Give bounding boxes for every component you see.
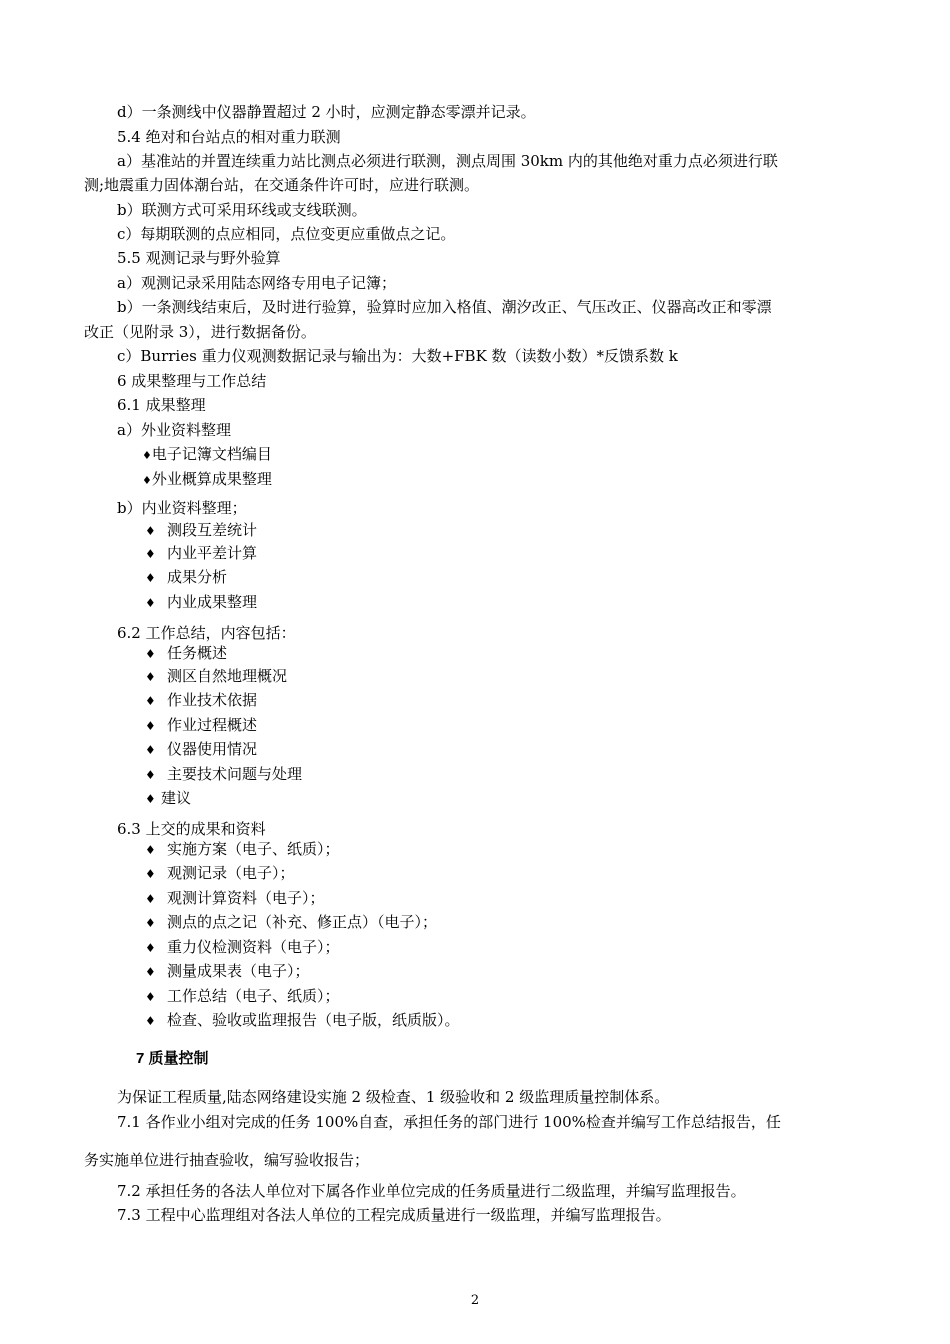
list-item: ♦ 任务概述: [145, 644, 228, 662]
diamond-bullet-icon: ♦: [142, 474, 152, 487]
list-item: ♦ 测量成果表（电子）；: [145, 962, 310, 980]
section-heading: 6.1 成果整理: [117, 396, 206, 414]
text-line: 为保证工程质量,陆态网络建设实施 2 级检查、1 级验收和 2 级监理质量控制体系。: [117, 1088, 670, 1106]
section-heading: 6 成果整理与工作总结: [117, 372, 267, 390]
diamond-bullet-icon: ♦: [145, 1014, 156, 1028]
text-line: 务实施单位进行抽查验收，编写验收报告；: [84, 1151, 370, 1169]
text-line: b）内业资料整理；: [117, 499, 247, 517]
text-line: 7.3 工程中心监理组对各法人单位的工程完成质量进行一级监理，并编写监理报告。: [117, 1206, 671, 1224]
text-line: a）外业资料整理: [117, 421, 231, 439]
list-item: ♦ 观测计算资料（电子）；: [145, 889, 325, 907]
list-item: ♦ 建议: [145, 789, 192, 807]
diamond-bullet-icon: ♦: [145, 719, 156, 733]
list-item: ♦ 成果分析: [145, 568, 228, 586]
text-line: 测;地震重力固体潮台站，在交通条件许可时，应进行联测。: [84, 176, 480, 194]
list-item: ♦ 测区自然地理概况: [145, 667, 288, 685]
diamond-bullet-icon: ♦: [145, 941, 156, 955]
section-heading: 5.4 绝对和台站点的相对重力联测: [117, 128, 341, 146]
list-item: ♦ 作业过程概述: [145, 716, 258, 734]
list-item: ♦ 重力仪检测资料（电子）；: [145, 938, 340, 956]
list-item: ♦ 测段互差统计: [145, 521, 258, 539]
text-line: 7.1 各作业小组对完成的任务 100%自查，承担任务的部门进行 100%检查并编写工作总结报告，任: [117, 1113, 781, 1131]
diamond-bullet-icon: ♦: [145, 670, 156, 684]
diamond-bullet-icon: ♦: [145, 990, 156, 1004]
diamond-bullet-icon: ♦: [145, 647, 156, 661]
diamond-bullet-icon: ♦: [145, 596, 156, 610]
diamond-bullet-icon: ♦: [145, 743, 156, 757]
text-line: c）Burries 重力仪观测数据记录与输出为：大数+FBK 数（读数小数）*反馈系数 k: [117, 347, 678, 365]
list-item: ♦ 内业成果整理: [145, 593, 258, 611]
diamond-bullet-icon: ♦: [145, 547, 156, 561]
section-heading: 5.5 观测记录与野外验算: [117, 249, 281, 267]
text-line: d）一条测线中仪器静置超过 2 小时，应测定静态零漂并记录。: [117, 103, 536, 121]
section-heading: 7 质量控制: [136, 1050, 209, 1067]
list-item: ♦ 实施方案（电子、纸质）；: [145, 840, 340, 858]
text-line: a）基准站的并置连续重力站比测点必须进行联测，测点周围 30km 内的其他绝对重力点必须进行联: [117, 152, 778, 170]
list-item: ♦电子记簿文档编目: [142, 445, 272, 463]
diamond-bullet-icon: ♦: [145, 892, 156, 906]
text-line: a）观测记录采用陆态网络专用电子记簿；: [117, 274, 396, 292]
diamond-bullet-icon: ♦: [145, 867, 156, 881]
list-item: ♦ 工作总结（电子、纸质）；: [145, 987, 340, 1005]
text-line: 7.2 承担任务的各法人单位对下属各作业单位完成的任务质量进行二级监理，并编写监理报告。: [117, 1182, 746, 1200]
diamond-bullet-icon: ♦: [145, 792, 156, 806]
diamond-bullet-icon: ♦: [145, 571, 156, 585]
diamond-bullet-icon: ♦: [142, 449, 152, 462]
list-item: ♦外业概算成果整理: [142, 470, 272, 488]
diamond-bullet-icon: ♦: [145, 694, 156, 708]
list-item: ♦ 作业技术依据: [145, 691, 258, 709]
diamond-bullet-icon: ♦: [145, 524, 156, 538]
list-item: ♦ 内业平差计算: [145, 544, 258, 562]
diamond-bullet-icon: ♦: [145, 916, 156, 930]
diamond-bullet-icon: ♦: [145, 843, 156, 857]
diamond-bullet-icon: ♦: [145, 768, 156, 782]
list-item: ♦ 仪器使用情况: [145, 740, 258, 758]
diamond-bullet-icon: ♦: [145, 965, 156, 979]
list-item: ♦ 观测记录（电子）；: [145, 864, 295, 882]
list-item: ♦ 测点的点之记（补充、修正点）（电子）；: [145, 913, 438, 931]
section-heading: 6.2 工作总结，内容包括：: [117, 624, 296, 642]
text-line: b）一条测线结束后，及时进行验算，验算时应加入格值、潮汐改正、气压改正、仪器高改正和零漂: [117, 298, 772, 316]
section-heading: 6.3 上交的成果和资料: [117, 820, 266, 838]
list-item: ♦ 主要技术问题与处理: [145, 765, 303, 783]
page-number: 2: [470, 1293, 480, 1308]
list-item: ♦ 检查、验收或监理报告（电子版，纸质版）。: [145, 1011, 460, 1029]
text-line: b）联测方式可采用环线或支线联测。: [117, 201, 367, 219]
text-line: 改正（见附录 3），进行数据备份。: [84, 323, 316, 341]
text-line: c）每期联测的点应相同，点位变更应重做点之记。: [117, 225, 456, 243]
